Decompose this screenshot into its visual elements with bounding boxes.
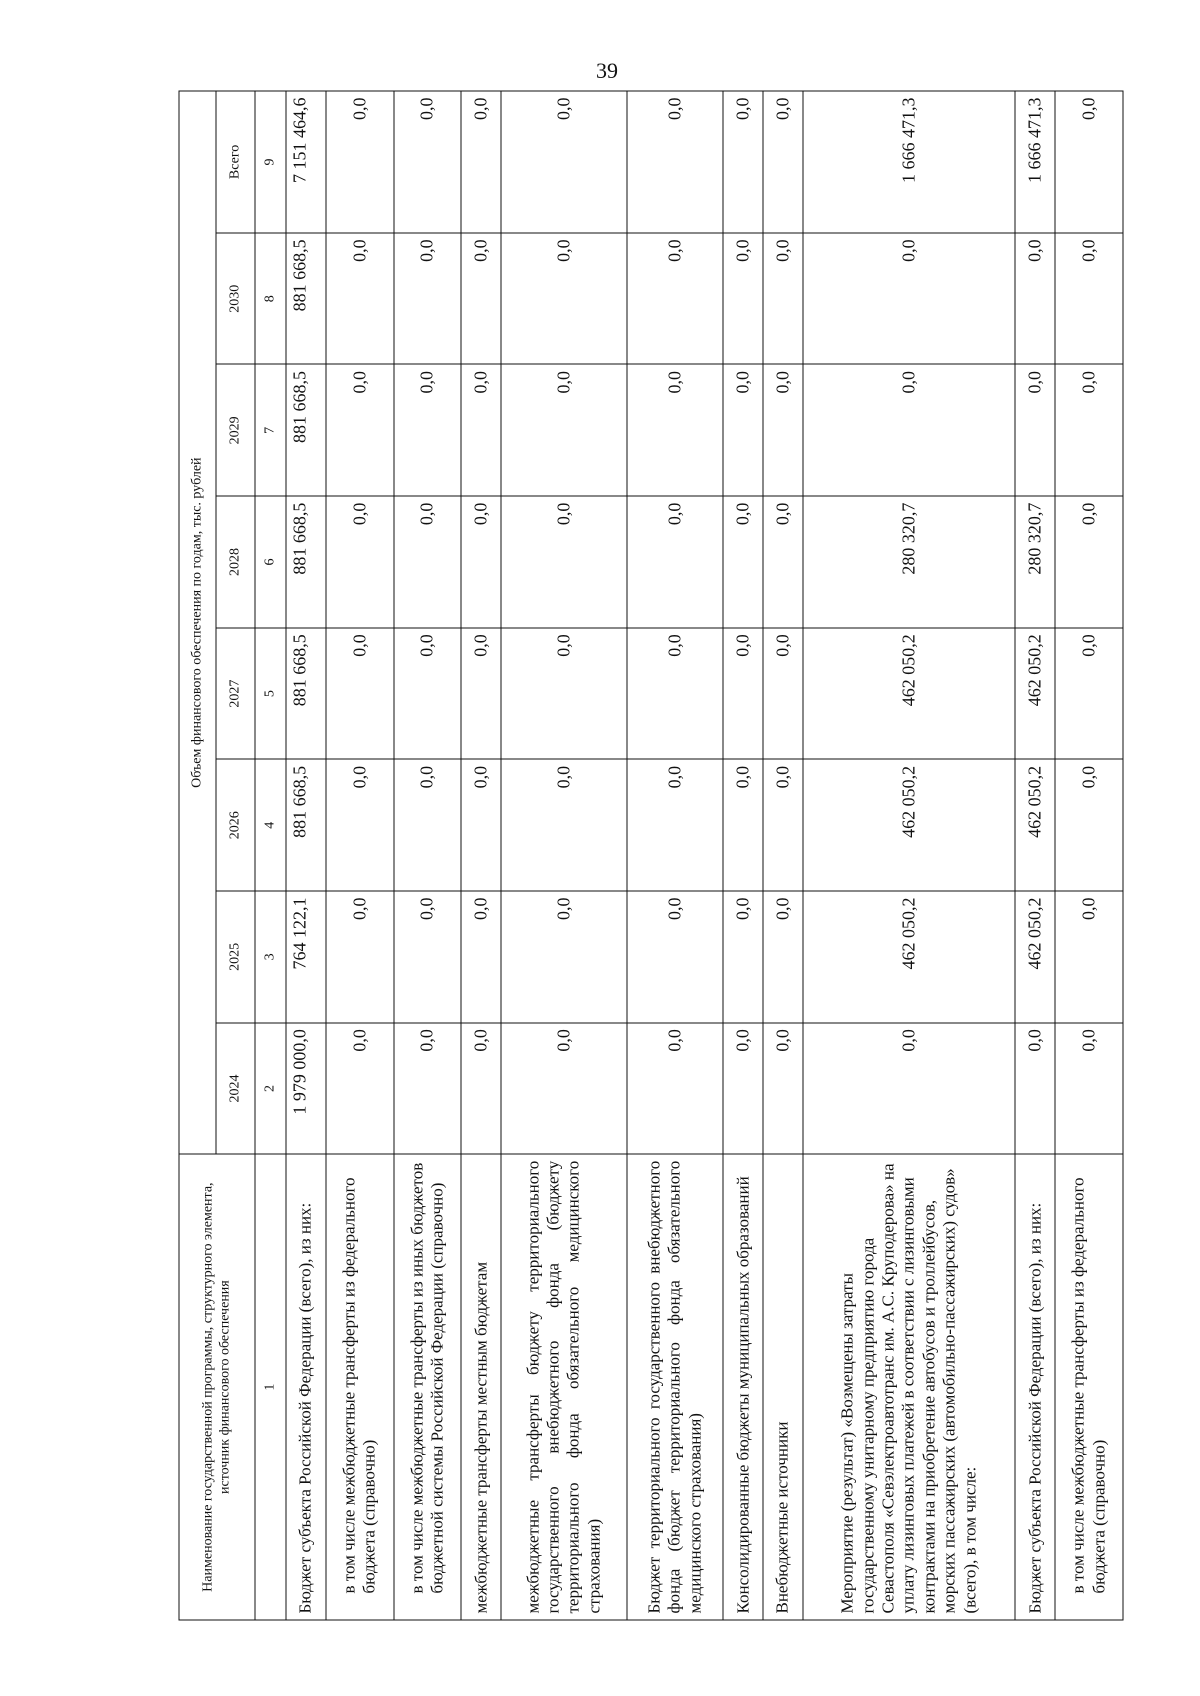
cell-value: 881 668,5 (286, 232, 326, 364)
cell-value: 0,0 (325, 496, 393, 628)
cell-value: 0,0 (626, 364, 723, 496)
cell-value: 0,0 (501, 232, 627, 364)
column-number: 2 (255, 1022, 286, 1154)
cell-value: 0,0 (626, 1022, 723, 1154)
header-year: 2025 (216, 891, 255, 1023)
cell-value: 0,0 (763, 496, 803, 628)
row-label: Консолидированные бюджеты муниципальных образований (723, 1154, 763, 1620)
cell-value: 0,0 (1055, 91, 1123, 233)
cell-value: 0,0 (1015, 364, 1055, 496)
cell-value: 462 050,2 (802, 627, 1014, 759)
cell-value: 0,0 (763, 891, 803, 1023)
cell-value: 1 979 000,0 (286, 1022, 326, 1154)
cell-value: 0,0 (1055, 232, 1123, 364)
cell-value: 0,0 (393, 496, 461, 628)
row-label: Бюджет территориального государственного внебюджетного фонда (бюджет территориального фонда обязательного медицинского страхования) (626, 1154, 723, 1620)
cell-value: 0,0 (1015, 1022, 1055, 1154)
header-year: 2026 (216, 759, 255, 891)
cell-value: 0,0 (1055, 627, 1123, 759)
budget-table-rotated (178, 90, 1123, 1620)
header-name-column: Наименование государственной программы, структурного элемента, источник финансового обеспечения (179, 1154, 255, 1620)
table-row (325, 91, 393, 1620)
cell-value: 0,0 (723, 627, 763, 759)
row-label: Мероприятие (результат) «Возмещены затраты государственному унитарному предприятию города Севастополя «Севэлектроавтотранс им. А.С. Круподерова» на уплату лизинговых платежей в соответствии с лизинговыми контрактами на приобретение автобусов и троллейбусов, морских пассажирских (автомобильно-пассажирских) судов» (всего), в том числе: (802, 1154, 1014, 1620)
cell-value: 881 668,5 (286, 759, 326, 891)
cell-value: 462 050,2 (802, 891, 1014, 1023)
cell-value: 0,0 (461, 759, 501, 891)
row-label: Бюджет субъекта Российской Федерации (всего), из них: (286, 1154, 326, 1620)
cell-value: 462 050,2 (1015, 891, 1055, 1023)
cell-value: 0,0 (325, 891, 393, 1023)
cell-value: 0,0 (501, 496, 627, 628)
cell-value: 0,0 (325, 232, 393, 364)
cell-value: 0,0 (461, 891, 501, 1023)
cell-value: 0,0 (325, 91, 393, 233)
header-year: 2024 (216, 1022, 255, 1154)
cell-value: 0,0 (461, 364, 501, 496)
cell-value: 0,0 (325, 364, 393, 496)
table-row (723, 91, 763, 1620)
column-number: 6 (255, 496, 286, 628)
cell-value: 0,0 (802, 232, 1014, 364)
header-total: Всего (216, 91, 255, 233)
cell-value: 0,0 (763, 627, 803, 759)
cell-value: 0,0 (723, 891, 763, 1023)
column-number: 9 (255, 91, 286, 233)
cell-value: 0,0 (393, 891, 461, 1023)
table-body (286, 91, 1123, 1620)
cell-value: 0,0 (626, 627, 723, 759)
cell-value: 0,0 (763, 232, 803, 364)
header-year: 2029 (216, 364, 255, 496)
cell-value: 0,0 (763, 91, 803, 233)
cell-value: 0,0 (393, 1022, 461, 1154)
cell-value: 0,0 (626, 232, 723, 364)
cell-value: 0,0 (763, 759, 803, 891)
table-row (1015, 91, 1055, 1620)
header-year: 2030 (216, 232, 255, 364)
column-number: 8 (255, 232, 286, 364)
header-year: 2027 (216, 627, 255, 759)
cell-value: 462 050,2 (802, 759, 1014, 891)
table-row (802, 91, 1014, 1620)
cell-value: 0,0 (626, 496, 723, 628)
column-number: 4 (255, 759, 286, 891)
cell-value: 764 122,1 (286, 891, 326, 1023)
cell-value: 0,0 (501, 759, 627, 891)
cell-value: 0,0 (501, 91, 627, 233)
table-row (763, 91, 803, 1620)
cell-value: 0,0 (501, 1022, 627, 1154)
cell-value: 0,0 (626, 891, 723, 1023)
cell-value: 0,0 (393, 91, 461, 233)
row-label: межбюджетные трансферты бюджету территориального государственного внебюджетного фонда (бюджету территориального фонда обязательного медицинского страхования) (501, 1154, 627, 1620)
row-label: Внебюджетные источники (763, 1154, 803, 1620)
cell-value: 280 320,7 (1015, 496, 1055, 628)
row-label: в том числе межбюджетные трансферты из иных бюджетов бюджетной системы Российской Федерации (справочно) (393, 1154, 461, 1620)
column-number: 1 (255, 1154, 286, 1620)
cell-value: 0,0 (461, 91, 501, 233)
table-header (179, 91, 286, 1620)
cell-value: 0,0 (1055, 496, 1123, 628)
cell-value: 0,0 (723, 759, 763, 891)
cell-value: 0,0 (393, 627, 461, 759)
column-number: 3 (255, 891, 286, 1023)
cell-value: 0,0 (723, 91, 763, 233)
cell-value: 0,0 (501, 364, 627, 496)
header-funding-group: Объем финансового обеспечения по годам, тыс. рублей (179, 91, 216, 1154)
row-label: Бюджет субъекта Российской Федерации (всего), из них: (1015, 1154, 1055, 1620)
cell-value: 0,0 (763, 1022, 803, 1154)
cell-value: 881 668,5 (286, 496, 326, 628)
cell-value: 0,0 (1015, 232, 1055, 364)
cell-value: 0,0 (393, 364, 461, 496)
cell-value: 280 320,7 (802, 496, 1014, 628)
cell-value: 0,0 (802, 1022, 1014, 1154)
table-row (286, 91, 326, 1620)
column-number: 7 (255, 364, 286, 496)
row-label: межбюджетные трансферты местным бюджетам (461, 1154, 501, 1620)
table-row (461, 91, 501, 1620)
cell-value: 0,0 (723, 364, 763, 496)
cell-value: 462 050,2 (1015, 627, 1055, 759)
cell-value: 0,0 (461, 627, 501, 759)
cell-value: 0,0 (723, 1022, 763, 1154)
table-row (1055, 91, 1123, 1620)
cell-value: 0,0 (626, 759, 723, 891)
cell-value: 0,0 (325, 759, 393, 891)
cell-value: 0,0 (325, 627, 393, 759)
cell-value: 1 666 471,3 (1015, 91, 1055, 233)
page-number: 39 (596, 58, 618, 83)
row-label: в том числе межбюджетные трансферты из федерального бюджета (справочно) (325, 1154, 393, 1620)
cell-value: 881 668,5 (286, 364, 326, 496)
cell-value: 1 666 471,3 (802, 91, 1014, 233)
column-number: 5 (255, 627, 286, 759)
row-label: в том числе межбюджетные трансферты из федерального бюджета (справочно) (1055, 1154, 1123, 1620)
table-row (393, 91, 461, 1620)
cell-value: 881 668,5 (286, 627, 326, 759)
header-year: 2028 (216, 496, 255, 628)
cell-value: 0,0 (802, 364, 1014, 496)
table-row (501, 91, 627, 1620)
cell-value: 0,0 (393, 759, 461, 891)
cell-value: 0,0 (723, 232, 763, 364)
cell-value: 7 151 464,6 (286, 91, 326, 233)
cell-value: 0,0 (763, 364, 803, 496)
cell-value: 0,0 (723, 496, 763, 628)
cell-value: 0,0 (1055, 1022, 1123, 1154)
table-row (626, 91, 723, 1620)
cell-value: 0,0 (501, 891, 627, 1023)
cell-value: 0,0 (461, 496, 501, 628)
cell-value: 0,0 (461, 1022, 501, 1154)
cell-value: 0,0 (626, 91, 723, 233)
cell-value: 0,0 (325, 1022, 393, 1154)
cell-value: 0,0 (393, 232, 461, 364)
cell-value: 0,0 (501, 627, 627, 759)
cell-value: 0,0 (1055, 759, 1123, 891)
cell-value: 0,0 (1055, 364, 1123, 496)
budget-table (178, 90, 1123, 1620)
cell-value: 0,0 (461, 232, 501, 364)
cell-value: 0,0 (1055, 891, 1123, 1023)
cell-value: 462 050,2 (1015, 759, 1055, 891)
